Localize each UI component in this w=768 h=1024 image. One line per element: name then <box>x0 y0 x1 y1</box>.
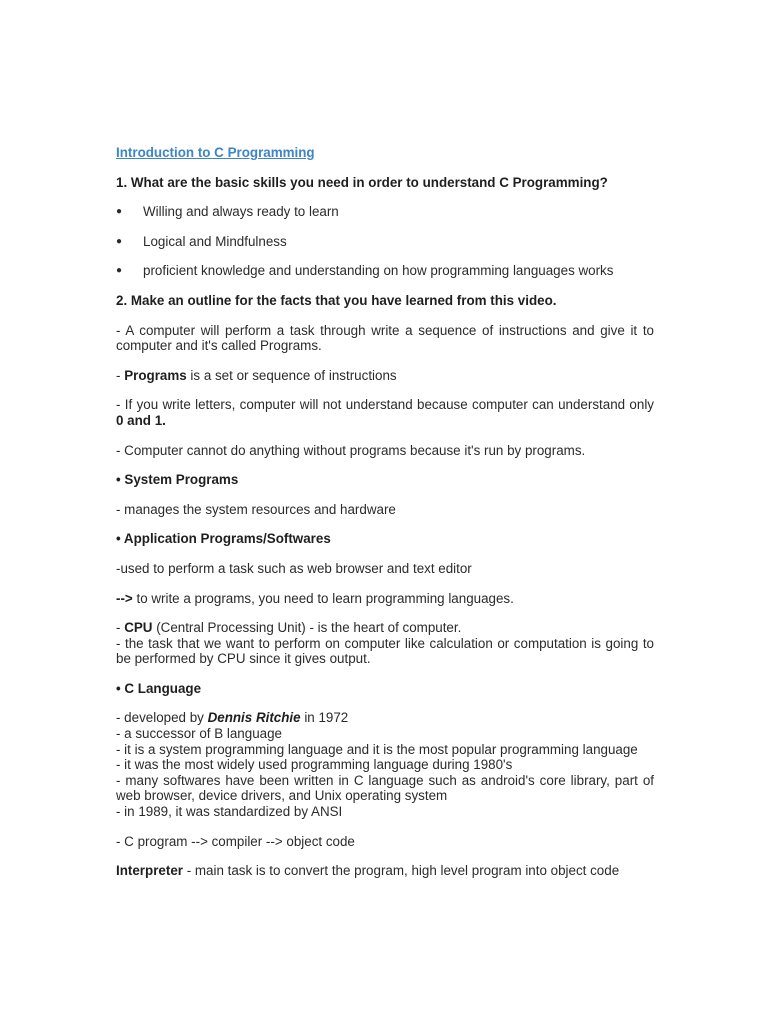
cpu-block <box>116 620 654 667</box>
term-programs: Programs <box>124 367 187 383</box>
c-fact: - it was the most widely used programming language during 1980's <box>116 757 513 773</box>
c-facts-block <box>116 710 654 819</box>
c-fact: - it is a system programming language and it is the most popular programming language <box>116 741 638 757</box>
heading-application-programs: • Application Programs/Softwares <box>116 531 331 547</box>
paragraph-system-desc: - manages the system resources and hardware <box>116 501 396 517</box>
list-item: ● Willing and always ready to learn <box>116 204 654 220</box>
term-binary: 0 and 1. <box>116 412 166 428</box>
term-interpreter: Interpreter <box>116 863 183 879</box>
paragraph-letters <box>116 397 654 428</box>
c-fact: - a successor of B language <box>116 726 282 742</box>
list-item: ● proficient knowledge and understanding on how programming languages works <box>116 263 654 279</box>
c-fact: - in 1989, it was standardized by ANSI <box>116 804 343 820</box>
c-fact-developed <box>116 710 654 726</box>
paragraph-computer-task: - A computer will perform a task through write a sequence of instructions and give it to computer and it's called Programs. <box>116 322 654 354</box>
paragraph-app-desc: -used to perform a task such as web browser and text editor <box>116 560 472 576</box>
text: - <box>116 620 125 636</box>
question-2: 2. Make an outline for the facts that you have learned from this video. <box>116 292 557 308</box>
list-item: ● Logical and Mindfulness <box>116 234 654 250</box>
text: to write a programs, you need to learn programming languages. <box>132 590 514 606</box>
arrow-symbol: --> <box>116 590 133 606</box>
paragraph-cannot: - Computer cannot do anything without programs because it's run by programs. <box>116 442 586 458</box>
cpu-line <box>116 620 654 636</box>
text: in 1972 <box>300 710 349 726</box>
heading-c-language: • C Language <box>116 680 202 696</box>
c-fact: - many softwares have been written in C language such as android's core library, part of web browser, device drivers, and Unix operating system <box>116 772 654 804</box>
text: - <box>116 367 125 383</box>
text: is a set or sequence of instructions <box>186 367 397 383</box>
author-name: Dennis Ritchie <box>207 710 301 726</box>
paragraph-compile-flow: - C program --> compiler --> object code <box>116 833 355 849</box>
paragraph-interpreter <box>116 863 654 879</box>
text: - If you write letters, computer will not understand because computer can understand only <box>116 397 654 413</box>
document-page <box>116 145 654 893</box>
text: (Central Processing Unit) - is the heart of computer. <box>152 620 462 636</box>
skills-list <box>116 204 654 279</box>
paragraph-programs <box>116 368 654 384</box>
term-cpu: CPU <box>124 620 153 636</box>
paragraph-arrow <box>116 591 654 607</box>
text: - main task is to convert the program, high level program into object code <box>182 863 620 879</box>
question-1: 1. What are the basic skills you need in order to understand C Programming? <box>116 174 608 190</box>
text: - developed by <box>116 710 208 726</box>
heading-system-programs: • System Programs <box>116 472 239 488</box>
document-title-link[interactable]: Introduction to C Programming <box>116 145 315 160</box>
cpu-line-2: - the task that we want to perform on computer like calculation or computation is going to be performed by CPU since it gives output. <box>116 635 654 667</box>
